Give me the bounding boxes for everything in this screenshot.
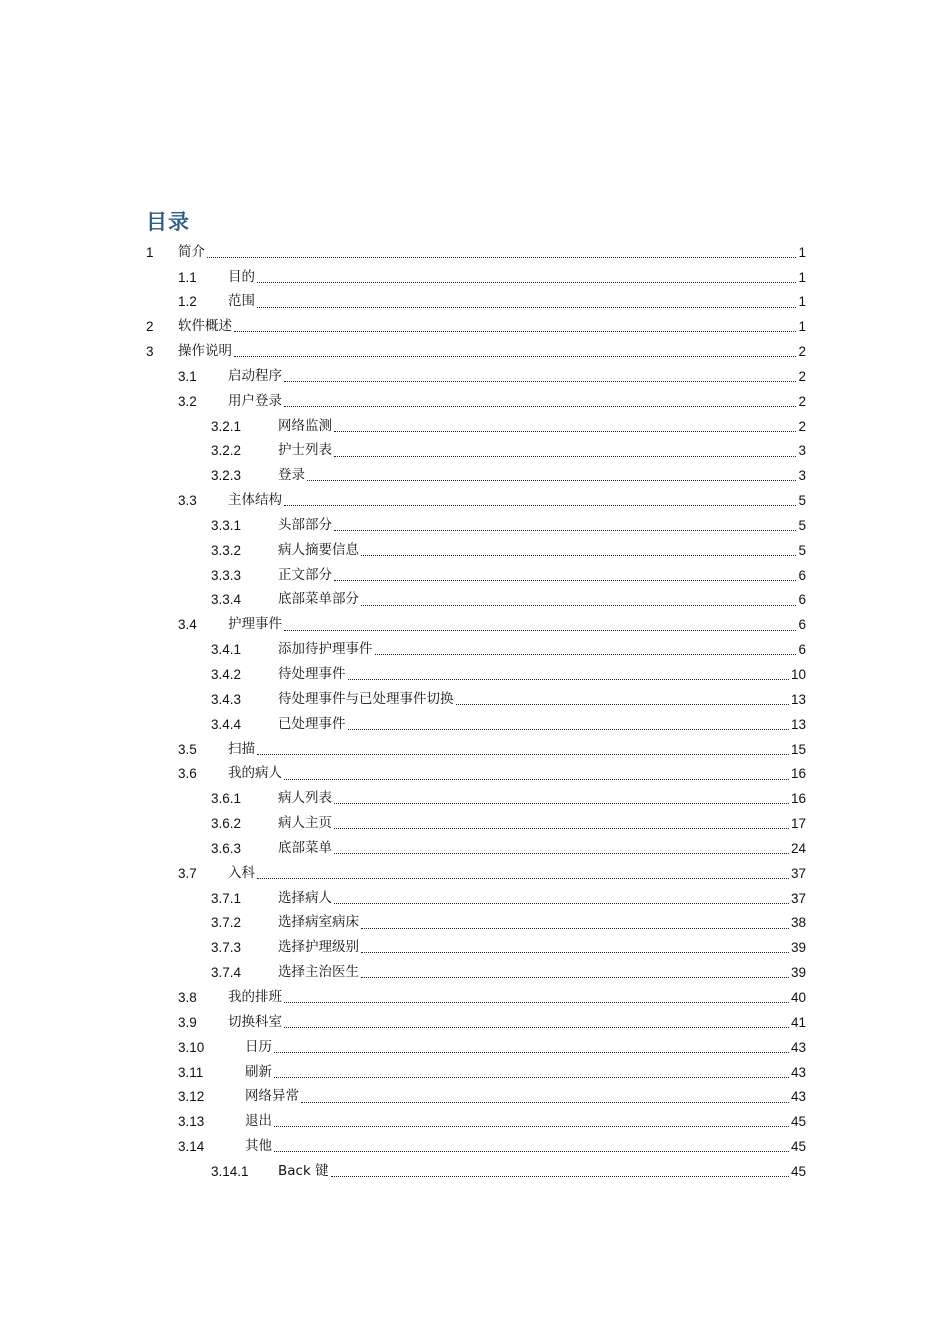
- toc-entry-3-7-1[interactable]: [146, 886, 806, 911]
- toc-entry-title: 正文部分: [278, 566, 332, 583]
- toc-entry-title: 其他: [245, 1138, 272, 1155]
- toc-entry-number: 3.4.1: [211, 642, 242, 658]
- toc-entry-title: 我的排班: [228, 988, 282, 1005]
- toc-entry-title: 病人列表: [278, 790, 332, 807]
- toc-dot-leader: [348, 729, 789, 730]
- toc-entry-title: 已处理事件: [278, 715, 346, 732]
- toc-dot-leader: [334, 853, 789, 854]
- toc-entry-3[interactable]: [146, 339, 806, 364]
- toc-entry-number: 3.3: [178, 493, 197, 509]
- toc-entry-title: 网络异常: [245, 1088, 299, 1105]
- toc-entry-number: 3: [146, 344, 154, 360]
- toc-dot-leader: [284, 1027, 789, 1028]
- toc-entry-3-2-3[interactable]: [146, 464, 806, 489]
- toc-entry-page: 6: [798, 617, 806, 633]
- toc-entry-number: 3.4.2: [211, 667, 242, 683]
- toc-dot-leader: [274, 1077, 789, 1078]
- toc-entry-title: 护理事件: [228, 616, 282, 633]
- toc-entry-page: 6: [798, 567, 806, 583]
- toc-entry-3-2[interactable]: [146, 389, 806, 414]
- toc-dot-leader: [284, 406, 796, 407]
- toc-entry-title: 启动程序: [228, 367, 282, 384]
- toc-entry-number: 3.14: [178, 1139, 205, 1155]
- toc-entry-page: 38: [790, 915, 806, 931]
- toc-entry-3-7-2[interactable]: [146, 911, 806, 936]
- toc-entry-number: 3.4: [178, 617, 197, 633]
- toc-entry-page: 45: [790, 1139, 806, 1155]
- toc-entry-title: 范围: [228, 293, 255, 310]
- toc-entry-title: 切换科室: [228, 1013, 282, 1030]
- toc-dot-leader: [307, 480, 796, 481]
- toc-dot-leader: [361, 977, 789, 978]
- toc-dot-leader: [284, 630, 796, 631]
- toc-entry-number: 3.1: [178, 368, 197, 384]
- toc-entry-title: 刷新: [245, 1063, 272, 1080]
- toc-dot-leader: [284, 1002, 789, 1003]
- toc-dot-leader: [334, 803, 789, 804]
- toc-entry-title: 选择病室病床: [278, 914, 359, 931]
- toc-entry-number: 3.6.3: [211, 840, 242, 856]
- toc-entry-page: 24: [790, 840, 806, 856]
- toc-entry-title: 入科: [228, 864, 255, 881]
- toc-entry-page: 37: [790, 865, 806, 881]
- toc-entry-title: 我的病人: [228, 765, 282, 782]
- toc-entry-3-11[interactable]: [146, 1060, 806, 1085]
- toc-entry-3-2-1[interactable]: [146, 414, 806, 439]
- table-of-contents: [146, 240, 806, 1184]
- toc-entry-3-3-2[interactable]: [146, 538, 806, 563]
- toc-entry-3-4[interactable]: [146, 613, 806, 638]
- toc-dot-leader: [334, 431, 796, 432]
- toc-entry-page: 45: [790, 1163, 806, 1179]
- toc-entry-title: 目的: [228, 268, 255, 285]
- toc-dot-leader: [257, 754, 789, 755]
- toc-entry-number: 3.6.1: [211, 791, 242, 807]
- toc-entry-number: 3.4.4: [211, 716, 242, 732]
- toc-entry-page: 10: [790, 667, 806, 683]
- toc-entry-page: 43: [790, 1039, 806, 1055]
- toc-entry-number: 1.2: [178, 294, 197, 310]
- toc-entry-title: Back 键: [278, 1162, 329, 1179]
- toc-entry-number: 3.8: [178, 989, 197, 1005]
- toc-entry-page: 1: [798, 269, 806, 285]
- toc-entry-3-13[interactable]: [146, 1110, 806, 1135]
- toc-entry-page: 40: [790, 989, 806, 1005]
- toc-entry-page: 1: [798, 294, 806, 310]
- toc-entry-3-7-3[interactable]: [146, 936, 806, 961]
- toc-entry-page: 16: [790, 766, 806, 782]
- toc-entry-3-8[interactable]: [146, 985, 806, 1010]
- toc-entry-2[interactable]: [146, 315, 806, 340]
- toc-entry-number: 3.2.1: [211, 418, 242, 434]
- toc-entry-3-10[interactable]: [146, 1035, 806, 1060]
- toc-entry-title: 病人主页: [278, 815, 332, 832]
- toc-entry-number: 3.11: [178, 1064, 204, 1080]
- toc-dot-leader: [348, 679, 789, 680]
- toc-entry-page: 2: [798, 344, 806, 360]
- toc-entry-3-3-1[interactable]: [146, 513, 806, 538]
- toc-entry-number: 3.6.2: [211, 816, 242, 832]
- toc-entry-page: 45: [790, 1114, 806, 1130]
- toc-dot-leader: [331, 1176, 789, 1177]
- toc-entry-number: 3.6: [178, 766, 197, 782]
- toc-entry-page: 1: [798, 319, 806, 335]
- toc-entry-number: 3.3.2: [211, 542, 242, 558]
- toc-entry-title: 选择主治医生: [278, 964, 359, 981]
- toc-entry-3-6[interactable]: [146, 762, 806, 787]
- toc-dot-leader: [456, 704, 789, 705]
- toc-entry-title: 头部部分: [278, 516, 332, 533]
- toc-dot-leader: [284, 779, 789, 780]
- toc-dot-leader: [334, 456, 796, 457]
- toc-entry-number: 3.2: [178, 393, 197, 409]
- toc-entry-page: 43: [790, 1064, 806, 1080]
- toc-dot-leader: [234, 356, 796, 357]
- toc-title: 目录: [146, 210, 190, 234]
- toc-entry-3-5[interactable]: [146, 737, 806, 762]
- toc-entry-title: 底部菜单: [278, 839, 332, 856]
- toc-entry-page: 5: [798, 517, 806, 533]
- toc-entry-page: 43: [790, 1089, 806, 1105]
- toc-entry-3-4-4[interactable]: [146, 712, 806, 737]
- toc-dot-leader: [207, 257, 796, 258]
- toc-entry-title: 退出: [245, 1113, 272, 1130]
- toc-entry-page: 41: [790, 1014, 806, 1030]
- toc-entry-3-3-4[interactable]: [146, 588, 806, 613]
- toc-entry-3-1[interactable]: [146, 364, 806, 389]
- toc-entry-number: 1.1: [178, 269, 197, 285]
- toc-dot-leader: [274, 1052, 789, 1053]
- toc-entry-1[interactable]: [146, 240, 806, 265]
- toc-entry-number: 3.4.3: [211, 691, 242, 707]
- toc-entry-page: 2: [798, 393, 806, 409]
- toc-dot-leader: [375, 654, 797, 655]
- toc-entry-title: 待处理事件与已处理事件切换: [278, 690, 454, 707]
- toc-entry-number: 3.7.3: [211, 940, 242, 956]
- toc-entry-3-3[interactable]: [146, 488, 806, 513]
- toc-entry-3-4-1[interactable]: [146, 638, 806, 663]
- toc-entry-title: 选择病人: [278, 889, 332, 906]
- toc-entry-3-2-2[interactable]: [146, 439, 806, 464]
- toc-entry-page: 6: [798, 592, 806, 608]
- toc-entry-number: 3.14.1: [211, 1163, 249, 1179]
- toc-entry-number: 3.7.4: [211, 965, 242, 981]
- toc-entry-1-2[interactable]: [146, 290, 806, 315]
- toc-entry-1-1[interactable]: [146, 265, 806, 290]
- toc-entry-title: 护士列表: [278, 442, 332, 459]
- toc-entry-number: 3.7.2: [211, 915, 242, 931]
- toc-entry-page: 5: [798, 493, 806, 509]
- toc-dot-leader: [361, 928, 789, 929]
- toc-dot-leader: [284, 381, 796, 382]
- toc-entry-number: 1: [146, 244, 154, 260]
- toc-dot-leader: [361, 605, 796, 606]
- toc-entry-page: 16: [790, 791, 806, 807]
- toc-entry-title: 选择护理级别: [278, 939, 359, 956]
- toc-dot-leader: [284, 505, 796, 506]
- toc-entry-3-14-1[interactable]: [146, 1159, 806, 1184]
- toc-entry-title: 待处理事件: [278, 666, 346, 683]
- toc-entry-page: 13: [790, 691, 806, 707]
- toc-entry-title: 日历: [245, 1038, 272, 1055]
- toc-entry-page: 17: [790, 816, 806, 832]
- toc-entry-title: 主体结构: [228, 492, 282, 509]
- toc-entry-title: 登录: [278, 467, 305, 484]
- toc-dot-leader: [334, 828, 789, 829]
- toc-entry-number: 3.5: [178, 741, 197, 757]
- toc-entry-page: 3: [798, 468, 806, 484]
- toc-entry-3-4-2[interactable]: [146, 662, 806, 687]
- toc-entry-page: 2: [798, 418, 806, 434]
- toc-entry-page: 15: [790, 741, 806, 757]
- toc-dot-leader: [257, 307, 796, 308]
- toc-entry-title: 用户登录: [228, 392, 282, 409]
- toc-entry-3-6-2[interactable]: [146, 811, 806, 836]
- toc-entry-number: 3.12: [178, 1089, 205, 1105]
- toc-entry-page: 1: [798, 244, 806, 260]
- toc-dot-leader: [257, 878, 789, 879]
- toc-entry-number: 3.3.4: [211, 592, 242, 608]
- toc-entry-number: 3.9: [178, 1014, 197, 1030]
- toc-entry-title: 添加待护理事件: [278, 641, 373, 658]
- toc-entry-title: 操作说明: [178, 343, 232, 360]
- toc-dot-leader: [234, 331, 796, 332]
- toc-entry-page: 39: [790, 965, 806, 981]
- toc-entry-page: 6: [798, 642, 806, 658]
- toc-entry-title: 底部菜单部分: [278, 591, 359, 608]
- toc-entry-title: 简介: [178, 243, 205, 260]
- toc-entry-page: 39: [790, 940, 806, 956]
- toc-entry-3-14[interactable]: [146, 1134, 806, 1159]
- toc-dot-leader: [334, 580, 796, 581]
- toc-dot-leader: [361, 555, 796, 556]
- toc-entry-number: 2: [146, 319, 154, 335]
- toc-entry-number: 3.3.1: [211, 517, 242, 533]
- toc-entry-3-6-1[interactable]: [146, 787, 806, 812]
- toc-entry-number: 3.2.3: [211, 468, 242, 484]
- toc-entry-number: 3.13: [178, 1114, 205, 1130]
- toc-entry-3-9[interactable]: [146, 1010, 806, 1035]
- toc-entry-3-7[interactable]: [146, 861, 806, 886]
- toc-entry-number: 3.7.1: [211, 890, 242, 906]
- toc-entry-page: 37: [790, 890, 806, 906]
- toc-dot-leader: [274, 1126, 789, 1127]
- toc-entry-number: 3.10: [178, 1039, 205, 1055]
- toc-entry-number: 3.3.3: [211, 567, 242, 583]
- toc-entry-title: 软件概述: [178, 318, 232, 335]
- toc-entry-page: 5: [798, 542, 806, 558]
- toc-entry-title: 病人摘要信息: [278, 541, 359, 558]
- toc-entry-title: 扫描: [228, 740, 255, 757]
- toc-entry-number: 3.2.2: [211, 443, 242, 459]
- toc-dot-leader: [301, 1102, 789, 1103]
- toc-dot-leader: [334, 530, 796, 531]
- toc-entry-3-6-3[interactable]: [146, 836, 806, 861]
- toc-entry-number: 3.7: [178, 865, 197, 881]
- toc-entry-page: 2: [798, 368, 806, 384]
- toc-dot-leader: [274, 1151, 789, 1152]
- toc-entry-3-4-3[interactable]: [146, 687, 806, 712]
- toc-entry-3-7-4[interactable]: [146, 960, 806, 985]
- toc-dot-leader: [257, 282, 796, 283]
- toc-entry-page: 13: [790, 716, 806, 732]
- toc-dot-leader: [334, 903, 789, 904]
- toc-entry-3-12[interactable]: [146, 1085, 806, 1110]
- toc-entry-page: 3: [798, 443, 806, 459]
- toc-dot-leader: [361, 952, 789, 953]
- toc-entry-3-3-3[interactable]: [146, 563, 806, 588]
- toc-entry-title: 网络监测: [278, 417, 332, 434]
